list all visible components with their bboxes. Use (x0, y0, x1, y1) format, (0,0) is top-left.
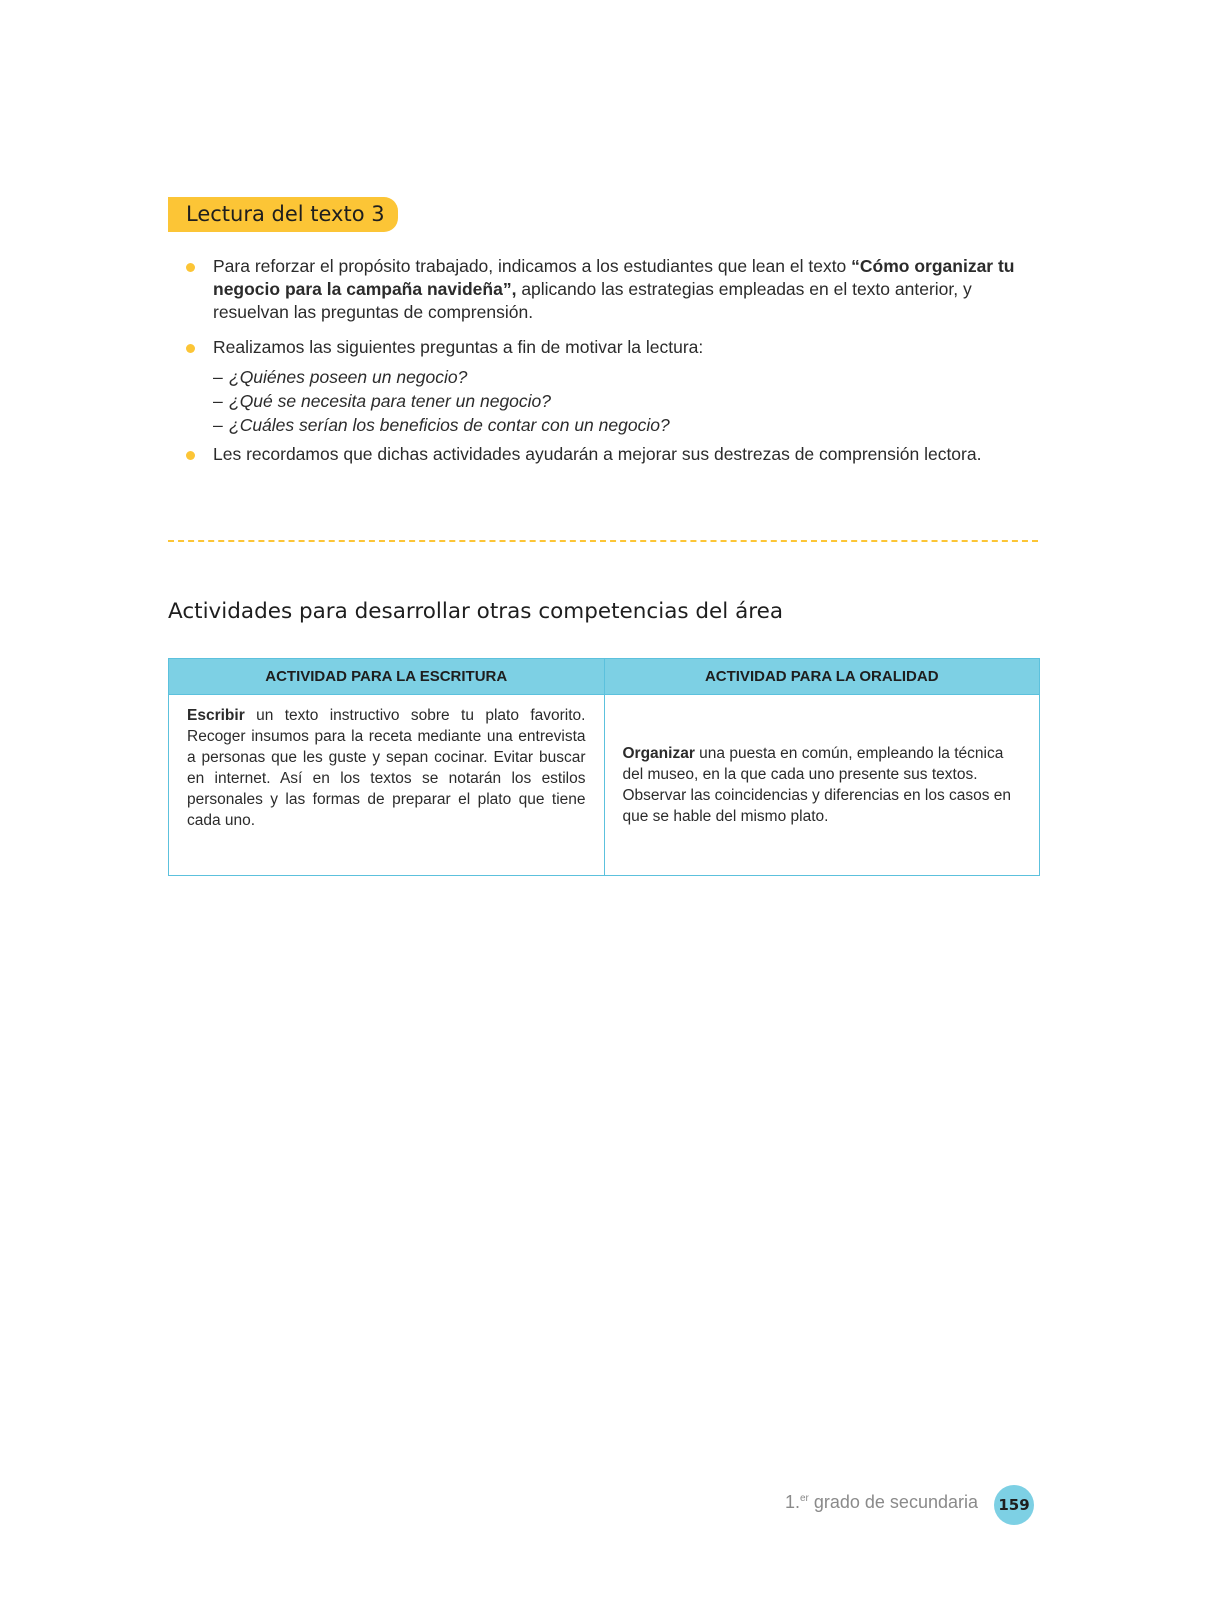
grade-text: grado de secundaria (808, 1492, 978, 1512)
bullet-text: aplicando las estrategias empleadas en el texto anterior, y resuelvan las preguntas de comprensión. (213, 279, 972, 322)
table-header-row (169, 659, 1040, 695)
bullet-dot-icon (186, 344, 195, 353)
activities-table (168, 658, 1040, 876)
dashed-divider (168, 540, 1038, 542)
question-list (213, 365, 1038, 437)
bullet-dot-icon (186, 263, 195, 272)
oral-text: una puesta en común, empleando la técnica del museo, en la que cada uno presente sus textos. Observar las coincidencias y diferencias en los casos en que se hable del mismo plato. (622, 745, 1012, 825)
text-title-bold: “Cómo organizar tu negocio para la campaña navideña”, (213, 256, 1015, 299)
column-header-oral: ACTIVIDAD PARA LA ORALIDAD (604, 659, 1040, 695)
question-text: ¿Qué se necesita para tener un negocio? (229, 391, 552, 411)
bullet-dot-icon (186, 451, 195, 460)
activities-heading: Actividades para desarrollar otras competencias del área (168, 599, 784, 624)
table-row (169, 695, 1040, 876)
bullet-text: Realizamos las siguientes preguntas a fin de motivar la lectura: (213, 337, 704, 357)
oral-activity-cell (604, 695, 1040, 876)
question-text: ¿Cuáles serían los beneficios de contar con un negocio? (229, 415, 670, 435)
grade-superscript: er (799, 1493, 809, 1504)
page-number-badge: 159 (994, 1485, 1034, 1525)
grade-number: 1. (784, 1492, 800, 1512)
writing-text: un texto instructivo sobre tu plato favorito. Recoger insumos para la receta mediante una entrevista a personas que les guste y sepan cocinar. Evitar buscar en internet. Así en los textos se notarán los estilos personales y las formas de preparar el plato que tiene cada uno. (187, 707, 586, 829)
section-tag: Lectura del texto 3 (168, 197, 398, 232)
oral-verb: Organizar (622, 745, 695, 762)
bullet-text: Les recordamos que dichas actividades ayudarán a mejorar sus destrezas de comprensión lectora. (213, 444, 982, 464)
grade-label (785, 1492, 978, 1513)
writing-activity-cell (169, 695, 605, 876)
bullet-list (168, 255, 1038, 478)
bullet-text: Para reforzar el propósito trabajado, indicamos a los estudiantes que lean el texto (213, 256, 852, 276)
bullet-item (168, 255, 1038, 324)
bullet-item (168, 443, 1038, 466)
writing-verb: Escribir (187, 707, 245, 724)
bullet-item (168, 336, 1038, 437)
question-item: – ¿Cuáles serían los beneficios de contar con un negocio? (213, 415, 670, 435)
question-item: – ¿Quiénes poseen un negocio? (213, 367, 468, 387)
question-text: ¿Quiénes poseen un negocio? (229, 367, 468, 387)
question-item: – ¿Qué se necesita para tener un negocio? (213, 391, 552, 411)
column-header-writing: ACTIVIDAD PARA LA ESCRITURA (169, 659, 605, 695)
